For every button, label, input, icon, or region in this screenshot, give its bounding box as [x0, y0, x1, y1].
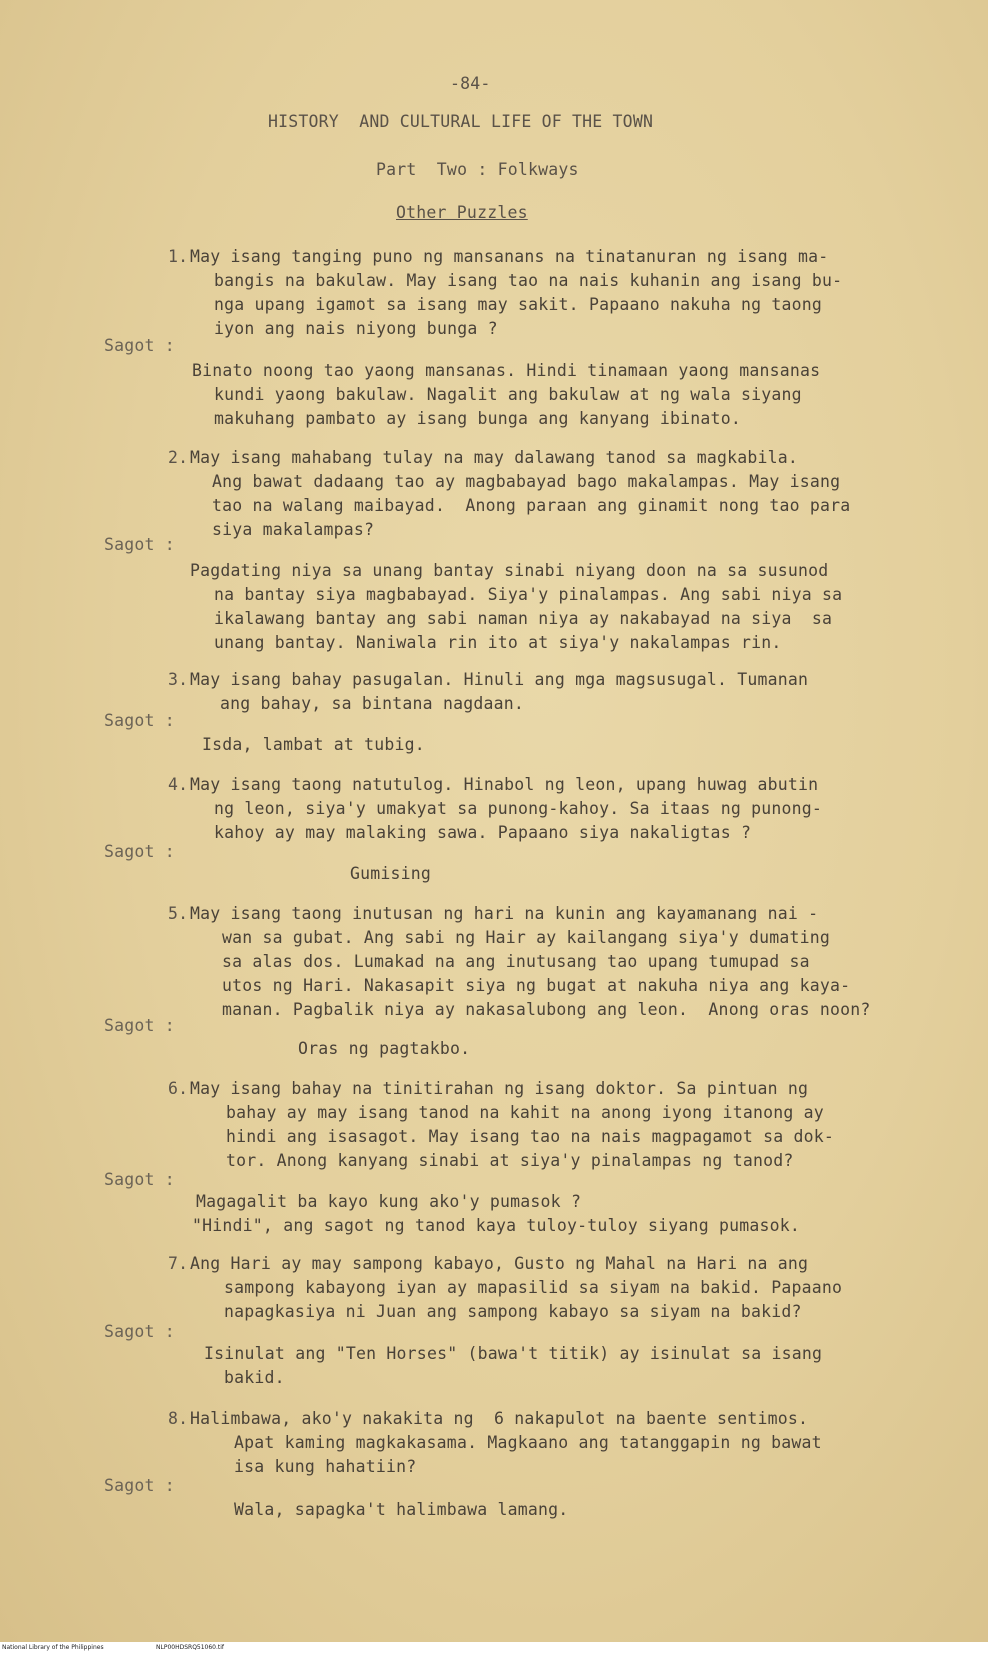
sagot-label: Sagot :: [104, 1016, 175, 1035]
sagot-label: Sagot :: [104, 842, 175, 861]
answer-line: bakid.: [224, 1368, 285, 1387]
question-line: Ang Hari ay may sampong kabayo, Gusto ng Mahal na Hari na ang: [190, 1254, 809, 1273]
part-heading: Part Two : Folkways: [376, 160, 579, 179]
puzzle-number: 4.: [168, 775, 189, 794]
puzzle-number: 1.: [168, 247, 189, 266]
question-line: Halimbawa, ako'y nakakita ng 6 nakapulot na baente sentimos.: [190, 1409, 809, 1428]
puzzle-number: 2.: [168, 448, 189, 467]
sagot-label: Sagot :: [104, 1170, 175, 1189]
question-line: hindi ang isasagot. May isang tao na nais magpagamot sa dok-: [226, 1127, 835, 1146]
answer-line: Magagalit ba kayo kung ako'y pumasok ?: [196, 1192, 582, 1211]
answer-line: Wala, sapagka't halimbawa lamang.: [234, 1500, 569, 1519]
question-line: ng leon, siya'y umakyat sa punong-kahoy. Sa itaas ng punong-: [214, 799, 823, 818]
question-line: tor. Anong kanyang sinabi at siya'y pinalampas ng tanod?: [226, 1151, 794, 1170]
answer-line: Isda, lambat at tubig.: [202, 735, 425, 754]
question-line: Ang bawat dadaang tao ay magbabayad bago makalampas. May isang: [212, 472, 841, 491]
sagot-label: Sagot :: [104, 711, 175, 730]
sagot-label: Sagot :: [104, 535, 175, 554]
answer-line: kundi yaong bakulaw. Nagalit ang bakulaw at ng wala siyang: [214, 385, 802, 404]
answer-line: makuhang pambato ay isang bunga ang kanyang ibinato.: [214, 409, 741, 428]
question-line: wan sa gubat. Ang sabi ng Hair ay kailangang siya'y dumating: [222, 928, 831, 947]
question-line: bahay ay may isang tanod na kahit na anong iyong itanong ay: [226, 1103, 824, 1122]
question-line: May isang bahay na tinitirahan ng isang doktor. Sa pintuan ng: [190, 1079, 809, 1098]
puzzle-number: 5.: [168, 904, 189, 923]
question-line: May isang mahabang tulay na may dalawang tanod sa magkabila.: [190, 448, 799, 467]
answer-line: Oras ng pagtakbo.: [298, 1039, 471, 1058]
question-line: tao na walang maibayad. Anong paraan ang ginamit nong tao para: [212, 496, 851, 515]
puzzle-number: 8.: [168, 1409, 189, 1428]
question-line: May isang bahay pasugalan. Hinuli ang mga magsusugal. Tumanan: [190, 670, 809, 689]
question-line: siya makalampas?: [212, 520, 375, 539]
question-line: May isang taong inutusan ng hari na kunin ang kayamanang nai -: [190, 904, 819, 923]
puzzle-number: 7.: [168, 1254, 189, 1273]
answer-line: Isinulat ang "Ten Horses" (bawa't titik) ay isinulat sa isang: [204, 1344, 823, 1363]
question-line: isa kung hahatiin?: [234, 1457, 417, 1476]
page-number: -84-: [450, 74, 491, 93]
sagot-label: Sagot :: [104, 1322, 175, 1341]
question-line: Apat kaming magkakasama. Magkaano ang tatanggapin ng bawat: [234, 1433, 822, 1452]
footer-source: National Library of the Philippines: [2, 1644, 104, 1651]
question-line: iyon ang nais niyong bunga ?: [214, 319, 498, 338]
answer-line: na bantay siya magbabayad. Siya'y pinalampas. Ang sabi niya sa: [214, 585, 843, 604]
puzzle-number: 3.: [168, 670, 189, 689]
answer-line: Gumising: [350, 864, 432, 883]
question-line: nga upang igamot sa isang may sakit. Papaano nakuha ng taong: [214, 295, 823, 314]
question-line: May isang taong natutulog. Hinabol ng leon, upang huwag abutin: [190, 775, 819, 794]
question-line: kahoy ay may malaking sawa. Papaano siya nakaligtas ?: [214, 823, 752, 842]
sagot-label: Sagot :: [104, 336, 175, 355]
puzzle-number: 6.: [168, 1079, 189, 1098]
sagot-label: Sagot :: [104, 1476, 175, 1495]
answer-line: Pagdating niya sa unang bantay sinabi niyang doon na sa susunod: [190, 561, 829, 580]
question-line: sampong kabayong iyan ay mapasilid sa siyam na bakid. Papaano: [224, 1278, 843, 1297]
question-line: sa alas dos. Lumakad na ang inutusang tao upang tumupad sa: [222, 952, 810, 971]
section-heading: Other Puzzles: [396, 203, 528, 222]
question-line: utos ng Hari. Nakasapit siya ng bugat at nakuha niya ang kaya-: [222, 976, 851, 995]
question-line: napagkasiya ni Juan ang sampong kabayo sa siyam na bakid?: [224, 1302, 802, 1321]
page-title: HISTORY AND CULTURAL LIFE OF THE TOWN: [268, 112, 654, 131]
question-line: manan. Pagbalik niya ay nakasalubong ang leon. Anong oras noon?: [222, 1000, 871, 1019]
question-line: May isang tanging puno ng mansanans na tinatanuran ng isang ma-: [190, 247, 829, 266]
answer-line: ikalawang bantay ang sabi naman niya ay nakabayad na siya sa: [214, 609, 833, 628]
answer-line: unang bantay. Naniwala rin ito at siya'y nakalampas rin.: [214, 633, 782, 652]
scan-footer: [0, 1642, 988, 1658]
answer-line: "Hindi", ang sagot ng tanod kaya tuloy-tuloy siyang pumasok.: [192, 1216, 801, 1235]
question-line: bangis na bakulaw. May isang tao na nais kuhanin ang isang bu-: [214, 271, 843, 290]
question-line: ang bahay, sa bintana nagdaan.: [220, 694, 525, 713]
footer-filename: NLP00HDSRQ51060.tif: [156, 1644, 225, 1651]
answer-line: Binato noong tao yaong mansanas. Hindi tinamaan yaong mansanas: [192, 361, 821, 380]
